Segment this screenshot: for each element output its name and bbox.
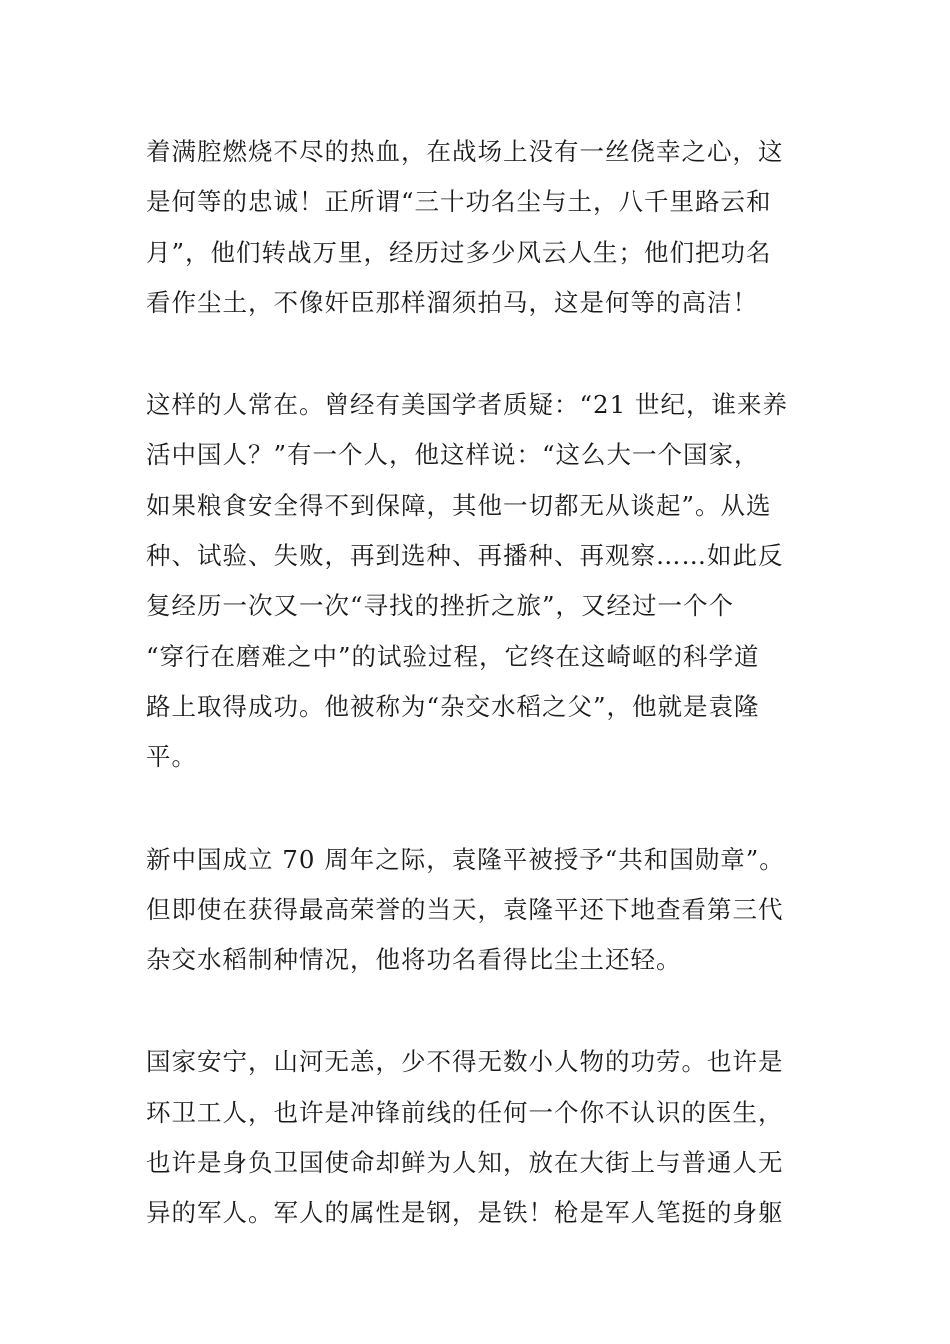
- text-line: 但即使在获得最高荣誉的当天，袁隆平还下地查看第三代: [146, 894, 784, 924]
- text-line: 如果粮食安全得不到保障，其他一切都无从谈起”。从选: [146, 490, 772, 520]
- document-body: [146, 127, 806, 1291]
- text-line: 这样的人常在。曾经有美国学者质疑：“21 世纪，谁来养: [146, 390, 788, 420]
- text-line: 是何等的忠诚！正所谓“三十功名尘与土，八千里路云和: [146, 187, 772, 217]
- text-line: 异的军人。军人的属性是钢，是铁！枪是军人笔挺的身躯: [146, 1198, 784, 1228]
- text-line: 复经历一次又一次“寻找的挫折之旅”，又经过一个个: [146, 591, 735, 621]
- text-line: 月”，他们转战万里，经历过多少风云人生；他们把功名: [146, 237, 772, 267]
- text-line: 着满腔燃烧不尽的热血，在战场上没有一丝侥幸之心，这: [146, 137, 784, 166]
- paragraph-ordinary-heroes: [146, 1037, 806, 1238]
- text-line: 国家安宁，山河无恙，少不得无数小人物的功劳。也许是: [146, 1047, 784, 1077]
- paragraph-yuan-longping: [146, 380, 806, 782]
- text-line: 也许是身负卫国使命却鲜为人知，放在大街上与普通人无: [146, 1148, 784, 1178]
- text-line: 路上取得成功。他被称为“杂交水稻之父”，他就是袁隆: [146, 691, 760, 721]
- text-line: “穿行在磨难之中”的试验过程，它终在这崎岖的科学道: [146, 641, 760, 671]
- text-line: 种、试验、失败，再到选种、再播种、再观察……如此反: [146, 541, 784, 571]
- text-line: 平。: [146, 742, 197, 772]
- paragraph-loyalty: [146, 127, 806, 328]
- paragraph-medal: [146, 835, 806, 986]
- text-line: 看作尘土，不像奸臣那样溜须拍马，这是何等的高洁！: [146, 287, 758, 317]
- text-line: 环卫工人，也许是冲锋前线的任何一个你不认识的医生，: [146, 1097, 784, 1127]
- text-line: 活中国人？”有一个人，他这样说：“这么大一个国家，: [146, 440, 760, 470]
- text-line: 杂交水稻制种情况，他将功名看得比尘土还轻。: [146, 945, 682, 975]
- text-line: 新中国成立 70 周年之际，袁隆平被授予“共和国勋章”。: [146, 844, 785, 874]
